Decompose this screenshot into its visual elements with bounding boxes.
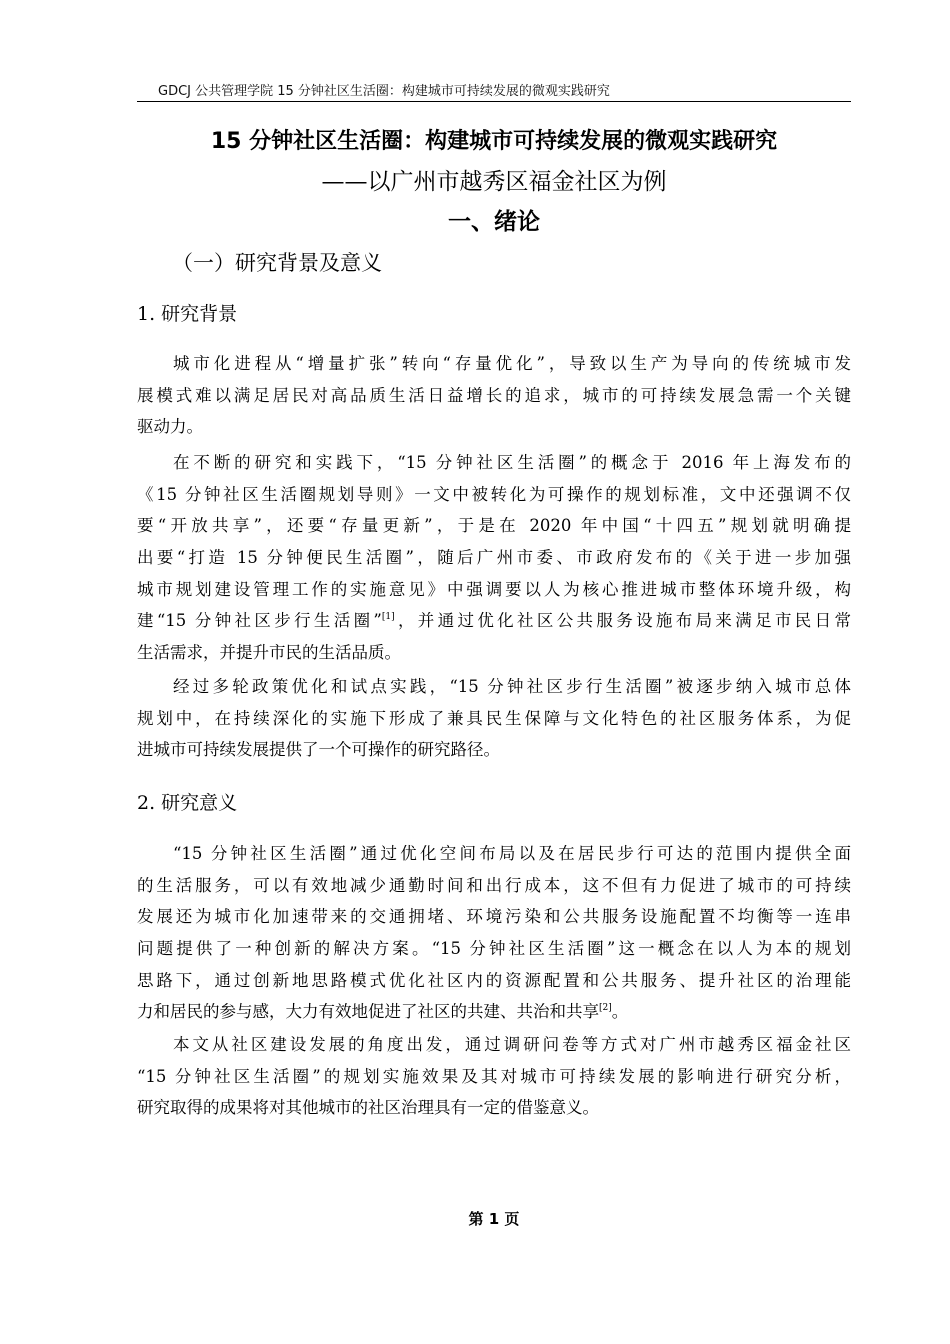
- document-title: 15 分钟社区生活圈：构建城市可持续发展的微观实践研究: [210, 129, 778, 154]
- line-text: 建“15 分钟社区步行生活圈”: [137, 611, 382, 631]
- paragraph-line: 出要“打造 15 分钟便民生活圈”，随后广州市委、市政府发布的《关于进一步加强: [137, 548, 851, 568]
- page-number: 第 1 页: [468, 1210, 520, 1228]
- line-text: ，并通过优化社区公共服务设施布局来满足市民日常: [394, 611, 851, 631]
- paragraph-line: 在不断的研究和实践下，“15 分钟社区生活圈”的概念于 2016 年上海发布的: [173, 453, 851, 472]
- paragraph-line: 规划中，在持续深化的实施下形成了兼具民生保障与文化特色的社区服务体系，为促: [137, 708, 851, 728]
- paragraph-line: 城市化进程从“增量扩张”转向“存量优化”，导致以生产为导向的传统城市发: [173, 354, 851, 373]
- paragraph-background-2: [137, 447, 851, 669]
- paragraph-background-3: [137, 671, 851, 766]
- paragraph-line: 的生活服务，可以有效地减少通勤时间和出行成本，这不但有力促进了城市的可持续: [137, 875, 851, 895]
- paragraph-line: 展模式难以满足居民对高品质生活日益增长的追求，城市的可持续发展急需一个关键: [137, 385, 851, 405]
- running-header: GDCJ 公共管理学院 15 分钟社区生活圈：构建城市可持续发展的微观实践研究: [158, 84, 610, 99]
- document-subtitle: ——以广州市越秀区福金社区为例: [321, 169, 667, 195]
- citation-2: [2]: [599, 1003, 612, 1014]
- paragraph-line: [137, 996, 851, 1028]
- paragraph-line: 生活需求，并提升市民的生活品质。: [137, 643, 401, 663]
- paragraph-line: “15 分钟社区生活圈”的规划实施效果及其对城市可持续发展的影响进行研究分析，: [137, 1066, 851, 1086]
- paragraph-line: 进城市可持续发展提供了一个可操作的研究路径。: [137, 740, 500, 760]
- paragraph-line: [137, 605, 851, 637]
- line-text: 。: [611, 1002, 629, 1022]
- header-divider: [137, 101, 851, 102]
- subsection-heading-background: 1. 研究背景: [137, 303, 238, 325]
- section-heading: （一）研究背景及意义: [172, 251, 382, 275]
- paragraph-significance-1: [137, 838, 851, 1028]
- citation-1: [1]: [381, 612, 395, 623]
- paragraph-line: 《15 分钟社区生活圈规划导则》一文中被转化为可操作的规划标准，文中还强调不仅: [137, 484, 851, 504]
- paragraph-background-1: [137, 348, 851, 443]
- paragraph-line: 研究取得的成果将对其他城市的社区治理具有一定的借鉴意义。: [137, 1098, 599, 1118]
- line-text: 力和居民的参与感，大力有效地促进了社区的共建、共治和共享: [137, 1002, 599, 1022]
- subsection-heading-significance: 2. 研究意义: [137, 792, 238, 814]
- paragraph-significance-2: [137, 1029, 851, 1124]
- paragraph-line: 城市规划建设管理工作的实施意见》中强调要以人为核心推进城市整体环境升级，构: [137, 579, 851, 599]
- paragraph-line: 问题提供了一种创新的解决方案。“15 分钟社区生活圈”这一概念在以人为本的规划: [137, 939, 851, 959]
- paragraph-line: 驱动力。: [137, 417, 203, 437]
- paragraph-line: 发展还为城市化加速带来的交通拥堵、环境污染和公共服务设施配置不均衡等一连串: [137, 907, 851, 927]
- paragraph-line: 要“开放共享”，还要“存量更新”，于是在 2020 年中国“十四五”规划就明确提: [137, 516, 851, 536]
- paragraph-line: 本文从社区建设发展的角度出发，通过调研问卷等方式对广州市越秀区福金社区: [173, 1035, 851, 1054]
- chapter-heading: 一、绪论: [448, 209, 540, 235]
- paragraph-line: 经过多轮政策优化和试点实践，“15 分钟社区步行生活圈”被逐步纳入城市总体: [173, 677, 851, 696]
- paragraph-line: 思路下，通过创新地思路模式优化社区内的资源配置和公共服务、提升社区的治理能: [137, 970, 851, 990]
- paragraph-line: “15 分钟社区生活圈”通过优化空间布局以及在居民步行可达的范围内提供全面: [173, 844, 851, 863]
